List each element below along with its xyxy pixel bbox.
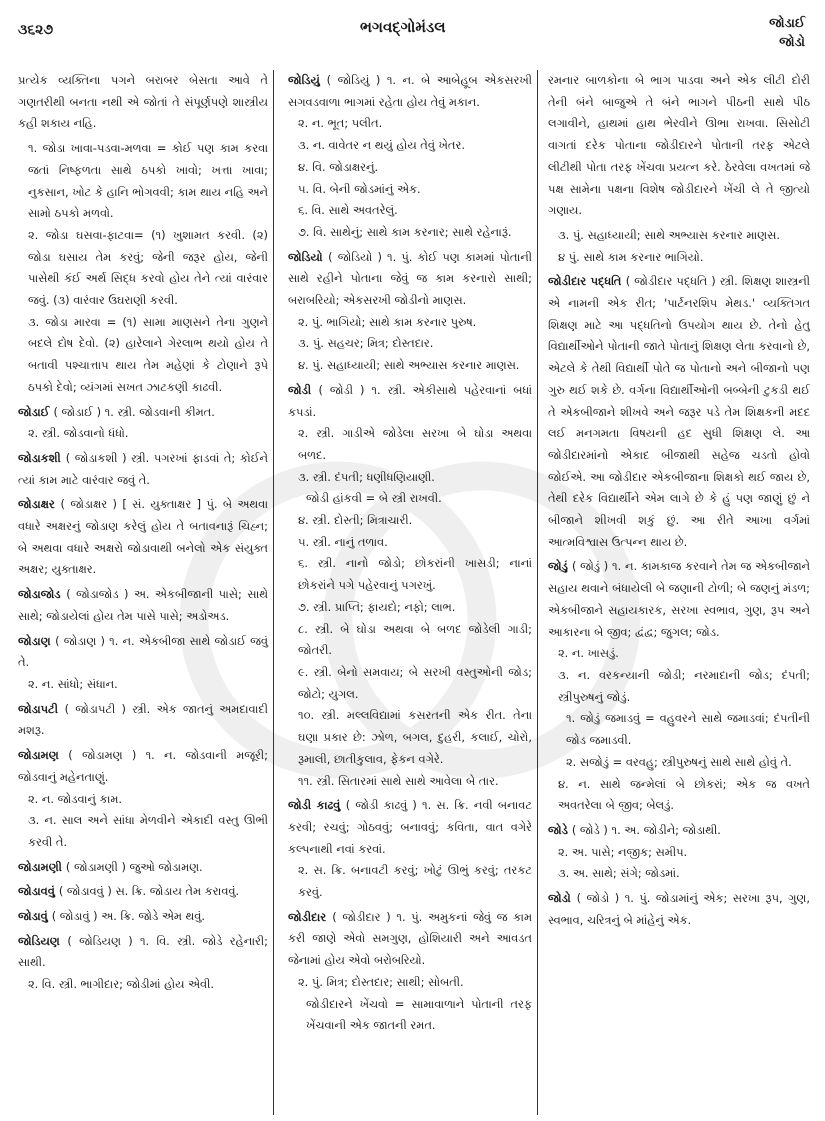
sense: ૨. ન. જોડવાનું કામ. (28, 791, 123, 806)
sense: ૨. અ. પાસે; નજીક; સમીપ. (558, 844, 688, 859)
sense: ૧૦. સ્ત્રી. મલ્લવિદ્યામાં કસરતની એક રીત. તેના ઘણા પ્રકાર છે: ઝોળ, બગલ, દુહરી, કલાઈ, ચોરો, રૂમાલી, છાતીકુલાવ, ફેકન વગેરે. (298, 708, 532, 766)
headword: જોડાવવું (18, 884, 59, 899)
idiom: ૨. જોડા ઘસવા-ફાટવા= (૧) ખુશામત કરવી. (૨) જોડા ઘસાય તેમ કરવું; જેની જરૂર હોય, જેની પાસેથી કંઈ અર્થ સિદ્ધ કરવો હોય તેને ત્યાં વારંવાર જવું. (૩) વારંવાર ઉઘરાણી કરવી. (28, 227, 268, 308)
headword: જોડામણ (18, 748, 69, 763)
sense: ૩. ન. સાલ અને સાંધા મેળવીને એકાદી વસ્તુ ઊભી કરવી તે. (28, 813, 268, 849)
dictionary-entry (548, 271, 810, 553)
pronunciation: ( જોડાણ ) (55, 633, 110, 648)
headword: જોડિયો (288, 249, 329, 264)
dictionary-entry (18, 857, 268, 879)
sense: ૧૧. સ્ત્રી. સિતારમાં સાથે સાથે આવેલા બે તાર. (298, 773, 499, 788)
sense: ૬. સ્ત્રી. નાનો જોડો; છોકરાંની ખાસડી; નાનાં છોકરાંને પગે પહેરવાનું પગરખું. (298, 556, 532, 593)
guide-word-first: જોડાઈ (769, 16, 805, 31)
definition: ૧. સ્ત્રી. એકીસાથે પહેરવાનાં બધાં કપડાં. (288, 382, 533, 419)
dictionary-entry (288, 795, 532, 904)
definition: ૧. વિ. સ્ત્રી. જોડે રહેનારી; સાથી. (18, 933, 268, 970)
definition: ૧. ન. એકબીજા સાથે જોડાઈ જવું તે. (18, 633, 268, 670)
dictionary-entry (288, 70, 532, 244)
definition: સ્ત્રી. એક જાતનું અમદાવાદી મશરૂ. (18, 701, 268, 738)
headword: જોડિયણ (18, 933, 68, 948)
dictionary-entry (18, 906, 268, 928)
pronunciation: ( જોડાવું ) (51, 909, 102, 924)
entry-list (288, 70, 532, 1037)
dictionary-entry (18, 881, 268, 903)
sense: ૪. વિ. જોડાક્ષરનું. (298, 159, 379, 174)
dictionary-entry (18, 745, 268, 854)
sense: ૭. સ્ત્રી. પ્રાપ્તિ; ફાયદો; નફો; લાભ. (298, 599, 456, 614)
guide-words (769, 14, 805, 52)
sense: ૭. વિ. સાથેનું; સાથે કામ કરનાર; સાથે રહેનારૂં. (298, 224, 512, 239)
pronunciation: ( જોડાક્ષર ) (60, 497, 123, 512)
dictionary-entry (18, 631, 268, 696)
pronunciation: ( જોડામણી ) (65, 859, 130, 874)
sense: ૨. પું. ભાગિયો; સાથે કામ કરનાર પુરુષ. (298, 314, 477, 329)
entry-list (18, 402, 268, 996)
headword: જોડિયું (288, 73, 327, 87)
pronunciation: ( જોડું ) (571, 559, 613, 574)
page-number: ૩૬૨૭ (18, 22, 54, 38)
sense: ૬. વિ. સાથે અવતરેલું. (298, 203, 398, 218)
sense: ૨. ન. ભૂત; પલીત. (298, 116, 383, 131)
pronunciation: ( જોડાકશી ) (65, 450, 132, 465)
dictionary-entry (548, 556, 810, 816)
definition: ૧. ન. બે આબેહૂબ એકસરખી સગવડવાળા ભાગમાં રહેતા હોય તેવું મકાન. (288, 73, 533, 109)
sense: ૨. સ. ક્રિ. બનાવટી કરવું; ખોટું ઊભું કરવું; તરકટ કરવું. (298, 863, 532, 900)
pronunciation: ( જોડાપટી ) (64, 701, 133, 716)
headword: જોડાપટી (18, 701, 65, 716)
sense: ૪ પું. સાથે કામ કરનાર ભાગિયો. (558, 249, 704, 264)
entry-list (548, 271, 810, 931)
pronunciation: ( જોડામણ ) (68, 748, 146, 763)
headword: જોડાણ (18, 633, 56, 648)
pronunciation: ( જોડીદાર પદ્ધતિ ) (625, 274, 720, 289)
definition: ૧. સ્ત્રી. જોડવાની કીમત. (104, 404, 215, 419)
page-header (0, 0, 825, 60)
definition: ૧. પું. કોઈ પણ કામમાં પોતાની સાથે રહીને પોતાના જેવું જ કામ કરનારો સાથી; બરાબરિયો; એકસરખી જોડીનો માણસ. (288, 249, 532, 308)
sense: ૫. વિ. બેની જોડમાંનું એક. (298, 181, 421, 196)
pronunciation: ( જોડો ) (576, 891, 625, 906)
dictionary-entry (18, 931, 268, 996)
headword: જોડું (548, 559, 572, 574)
definition: સ્ત્રી. પગરખાં ફાડવાં તે; કોઈને ત્યાં કામ માટે વારંવાર જવું તે. (18, 450, 269, 487)
pronunciation: ( જોડિયું ) (326, 73, 387, 87)
sense: ૨. સ્ત્રી. જોડવાનો ધંધો. (28, 426, 129, 441)
headword: જોડીદાર પદ્ધતિ (548, 274, 626, 289)
definition: જુઓ જોડામણ. (129, 859, 203, 874)
sense: ૩. અ. સાથે; સંગે; જોડમાં. (558, 866, 680, 881)
definition: અ. ક્રિ. જોડે એમ થવું. (101, 909, 205, 924)
dictionary-entry (18, 494, 268, 581)
pronunciation: ( જોડાજોડ ) (66, 587, 134, 602)
idiom: જોડી હાંકવી = બે સ્ત્રી રાખવી. (306, 491, 442, 506)
definition: [ સં. યુક્તાક્ષર ] પું. બે અથવા વધારે અક્ષરનું જોડાણ કરેલું હોય તે બતાવનારૂં ચિહ્ન; બે અથવા વધારે અક્ષરો જોડાવાથી બનેલો એક સંયુક્ત અક્ષર; યુક્તાક્ષર. (18, 497, 268, 577)
dictionary-entry (288, 380, 532, 792)
headword: જોડો (548, 891, 577, 906)
pronunciation: ( જોડાઈ ) (53, 404, 105, 419)
dictionary-entry (18, 584, 268, 627)
idiom: ૩. જોડા મારવા = (૧) સામા માણસને તેના ગુણને બદલે દોષ દેવો. (૨) હારેલાને ગેરલાભ થયો હોય તે બતાવી પશ્ચાત્તાપ થાય તેમ મહેણાં કે ટોણાને રૂપે ઠપકો દેવો; વ્યંગમાં સખત ઝાટકણી કાઢવી. (28, 314, 268, 394)
sense: ૨. ન. ખાસડું. (558, 646, 619, 661)
sense: ૨. પું. મિત્ર; દોસ્તદાર; સાથી; સોબતી. (298, 974, 464, 989)
dictionary-entry (18, 699, 268, 742)
idiom: ૧. જોડું જમાડવું = વહુવરને સાથે જમાડવાં; દંપતીની જોડ જમાડવી. (566, 711, 810, 748)
headword: જોડાઈ (18, 404, 54, 419)
pronunciation: ( જોડિયો ) (328, 249, 388, 264)
sense: ૮. સ્ત્રી. બે ઘોડા અથવા બે બળદ જોડેલી ગાડી; જોતરી. (298, 621, 532, 658)
definition: અ. એકબીજાની પાસે; સાથે સાથે; જોડાયેલાં હોય તેમ પાસે પાસે; અડોઅડ. (18, 587, 268, 623)
sense: ૩. ન. વરકન્યાની જોડી; નરમાદાની જોડ; દંપતી; સ્ત્રીપુરુષનું જોડું. (558, 667, 810, 704)
dictionary-entry (288, 907, 532, 1037)
definition: સ્ત્રી. શિક્ષણ શાસ્ત્રની એ નામની એક રીત; 'પાર્ટનરશિપ મેથડ.' વ્યક્તિગત શિક્ષણ માટે આ પદ્ધતિનો ઉપયોગ થાય છે. તેનો હેતુ વિદ્યાર્થીઓને પોતાની જાતે પોતાનું શિક્ષણ લેતા કરવાનો છે, એટલે કે તેથી વિદ્યાર્થી પોતે જ પોતાનો અને બીજાનો પણ ગુરુ થઈ શકે છે. વર્ગના વિદ્યાર્થીઓની બબ્બેની ટુકડી થઈ તે એકબીજાને શીખવે અને જરૂર પડે તેમ શિક્ષકની મદદ લઈ મનગમતા વિષયની હદ સુધી શિક્ષણ લે. આ જોડીદારમાંનો એકાદ બીજાથી સહેજ ચડતો હોવો જોઈએ. આ જોડીદાર એકબીજાના શિક્ષકો થઈ જાય છે, તેથી દરેક વિદ્યાર્થીને એમ લાગે છે કે હું પણ જાણું છું ને બીજાને શીખવી શકું છું. આ રીતે આખા વર્ગમાં આત્મવિશ્વાસ ઉત્પન્ન થાય છે. (548, 274, 810, 549)
headword: જોડાક્ષર (18, 497, 61, 512)
headword: જોડે (548, 822, 572, 837)
definition: ૧. ન. કામકાજ કરવાને તેમ જ એકબીજાને સહાય થવાને બંધાયેલી બે જણાની ટોળી; બે જણનું મંડળ; એકબીજાને સહાયકારક, સરખા સ્વભાવ, ગુણ, રૂપ અને આકારના બે જીવ; દ્વંદ્વ; જુગલ; જોડ. (548, 559, 811, 639)
column-divider (273, 70, 274, 1115)
sense: ૩. પું. સહચર; મિત્ર; દોસ્તદાર. (298, 336, 434, 351)
continuation-text: પ્રત્યેક વ્યક્તિના પગને બરાબર બેસતા આવે તે ગણતરીથી બનતા નથી એ જોતાં તે સંપૂર્ણપણે શાસ્ત્રીય કહી શકાય નહિ. (18, 73, 268, 131)
dictionary-entry (18, 448, 268, 491)
sense: ૨. ન. સાંધો; સંધાન. (28, 676, 118, 691)
sense: ૪. ન. સાથે જન્મેલાં બે છોકરાં; એક જ વખતે અવતરેલા બે જીવ; બેલડું. (558, 776, 810, 813)
column-divider (537, 70, 538, 1115)
sense: ૩. પું. સહાધ્યાયી; સાથે અભ્યાસ કરનાર માણસ. (558, 227, 780, 242)
sense: ૪. પું. સહાધ્યાયી; સાથે અભ્યાસ કરનાર માણસ. (298, 358, 520, 373)
sense: ૨. વિ. સ્ત્રી. ભાગીદાર; જોડીમાં હોય એવી. (28, 977, 215, 992)
dictionary-entry (288, 247, 532, 377)
column-left (18, 70, 268, 999)
headword: જોડી (288, 382, 319, 397)
column-middle (288, 70, 532, 1040)
definition: ૧. સ. ક્રિ. નવી બનાવટ કરવી; રચવું; ગોઠવવું; બનાવવું; કવિતા, વાત વગેરે કલ્પનાથી નવાં કરવાં. (288, 798, 532, 856)
headword: જોડાજોડ (18, 587, 67, 602)
continuation-text: રમનાર બાળકોના બે ભાગ પાડવા અને એક લીટી દોરી તેની બંને બાજુએ તે બંને ભાગને પીઠની સાથે પીઠ લગાવીને, હાથમાં હાથ ભેરવીને ઊભા રાખવા. સિસોટી વાગતાં દરેક પોતાના જોડીદારને પોતાની તરફ એટલે લીટીથી પોતા તરફ ખેંચવા પ્રયત્ન કરે. ઠેરવેલા વખતમાં જે પક્ષ સામેના પક્ષના વિશેષ જોડીદારને ખેંચી લે તે જીત્યો ગણાય. (548, 73, 810, 218)
sense: ૨. સ્ત્રી. ગાડીએ જોડેલા સરખા બે ઘોડા અથવા બળદ. (298, 426, 532, 462)
idiom: જોડીદારને ખેંચવો = સામાવાળાને પોતાની તરફ ખેંચવાની એક જાતની રમત. (306, 996, 532, 1033)
sense: ૩. ન. વાવેતર ન થયું હોય તેવું ખેતર. (298, 138, 465, 153)
column-right (548, 70, 810, 934)
pronunciation: ( જોડી કાઢવું ) (345, 798, 423, 813)
definition: સ. ક્રિ. જોડાય તેમ કરાવવું. (115, 884, 240, 899)
definition: ૧. ન. જોડવાની મજૂરી; જોડવાનું મહેનતાણું. (18, 748, 269, 784)
idiom: ૨. સજોડું = વરવહુ; સ્ત્રીપુરુષનું સાથે સાથે હોવું તે. (566, 754, 792, 769)
headword: જોડાકશી (18, 450, 66, 465)
pronunciation: ( જોડે ) (571, 822, 612, 837)
idiom: ૧. જોડા ખાવા-પડવા-મળવા = કોઈ પણ કામ કરવા જતાં નિષ્ફળતા સાથે ઠપકો ખાવો; ખત્તા ખાવા; નુકસાન, ખોટ કે હાનિ ભોગવવી; કામ થાય નહિ અને સામો ઠપકો મળવો. (28, 141, 268, 221)
headword: જોડામણી (18, 859, 66, 874)
pronunciation: ( જોડીદાર ) (332, 909, 397, 924)
pronunciation: ( જોડાવવું ) (58, 884, 116, 899)
sense: ૫. સ્ત્રી. નાનું તળાવ. (298, 534, 388, 549)
definition: ૧. અ. જોડીને; જોડાથી. (611, 822, 721, 837)
headword: જોડાવું (18, 909, 52, 924)
guide-word-last: જોડો (779, 35, 805, 50)
dictionary-entry (548, 820, 810, 885)
dictionary-entry (18, 402, 268, 445)
definition: ૧. પું. અમુકનાં જેવું જ કામ કરી જાણે એવો સમગુણ, હોશિયારી અને આવડત જેનામાં હોય એવો બરોબરિયો. (288, 909, 532, 968)
definition: ૧. પું. જોડામાંનું એક; સરખા રૂપ, ગુણ, સ્વભાવ, ચરિત્રનું બે માંહેનું એક. (548, 891, 810, 927)
book-title: ભગવદ્ગોમંડલ (360, 18, 446, 36)
sense: ૪. સ્ત્રી. દોસ્તી; મિત્રાચારી. (298, 513, 413, 528)
headword: જોડીદાર (288, 909, 333, 924)
sense: ૩. સ્ત્રી. દંપતી; ધણીધણિયાણી. (298, 469, 435, 484)
pronunciation: ( જોડી ) (318, 382, 372, 397)
headword: જોડી કાઢવું (288, 798, 346, 813)
dictionary-entry (548, 888, 810, 931)
sense: ૯. સ્ત્રી. બેનો સમવાય; બે સરખી વસ્તુઓની જોડ; જોટો; યુગલ. (298, 664, 532, 701)
pronunciation: ( જોડિયણ ) (67, 933, 140, 948)
